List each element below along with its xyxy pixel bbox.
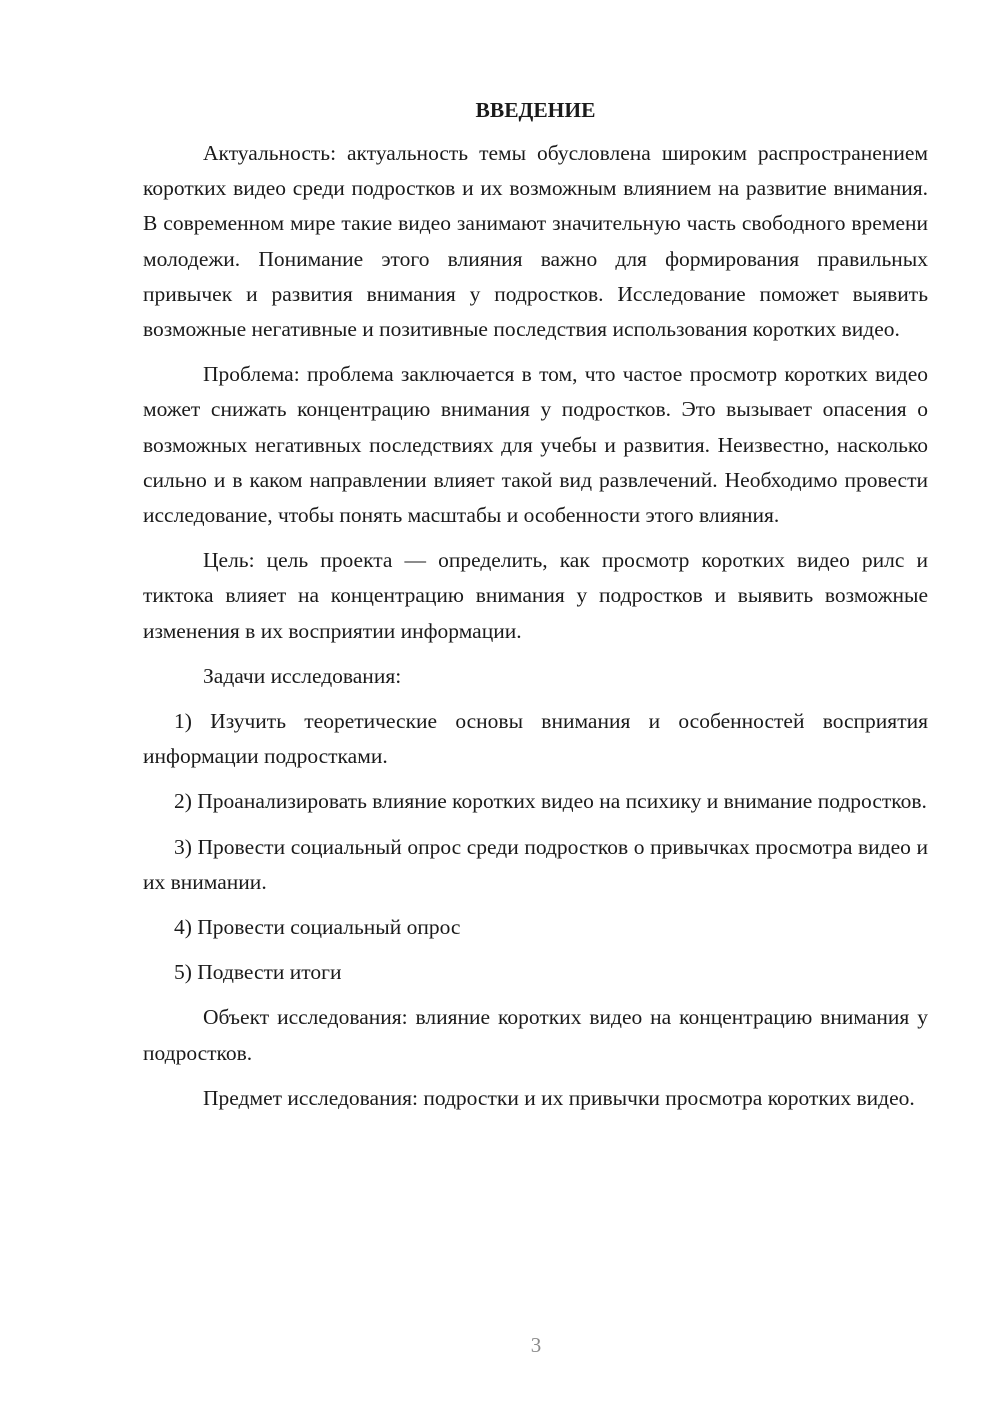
task-item-5: 5) Подвести итоги	[174, 960, 342, 985]
page-number: 3	[530, 1333, 542, 1357]
task-item-4: 4) Провести социальный опрос	[174, 915, 461, 940]
paragraph-object: Объект исследования: влияние коротких видео на концентрацию внимания у подростков.	[143, 1005, 928, 1065]
paragraph-relevance: Актуальность: актуальность темы обусловлена широким распространением коротких видео среди подростков и их возможным влиянием на развитие внимания. В современном мире такие видео занимают значительную часть свободного времени молодежи. Понимание этого влияния важно для формирования правильных привычек и развития внимания у подростков. Исследование поможет выявить возможные негативные и позитивные последствия использования коротких видео.	[143, 141, 928, 342]
paragraph-tasks-heading: Задачи исследования:	[203, 663, 402, 688]
paragraph-problem: Проблема: проблема заключается в том, что частое просмотр коротких видео может снижать концентрацию внимания у подростков. Это вызывает опасения о возможных негативных последствиях для учебы и развития. Неизвестно, насколько сильно и в каком направлении влияет такой вид развлечений. Необходимо провести исследование, чтобы понять масштабы и особенности этого влияния.	[143, 362, 928, 528]
page-content	[143, 92, 928, 1126]
paragraph-subject: Предмет исследования: подростки и их привычки просмотра коротких видео.	[203, 1085, 915, 1110]
task-item-3: 3) Провести социальный опрос среди подростков о привычках просмотра видео и их внимании.	[143, 834, 928, 894]
task-item-1: 1) Изучить теоретические основы внимания и особенностей восприятия информации подростками.	[143, 709, 928, 769]
section-title: ВВЕДЕНИЕ	[475, 98, 596, 122]
paragraph-goal: Цель: цель проекта — определить, как просмотр коротких видео рилс и тиктока влияет на концентрацию внимания у подростков и выявить возможные изменения в их восприятии информации.	[143, 548, 928, 643]
task-item-2: 2) Проанализировать влияние коротких видео на психику и внимание подростков.	[174, 789, 927, 814]
